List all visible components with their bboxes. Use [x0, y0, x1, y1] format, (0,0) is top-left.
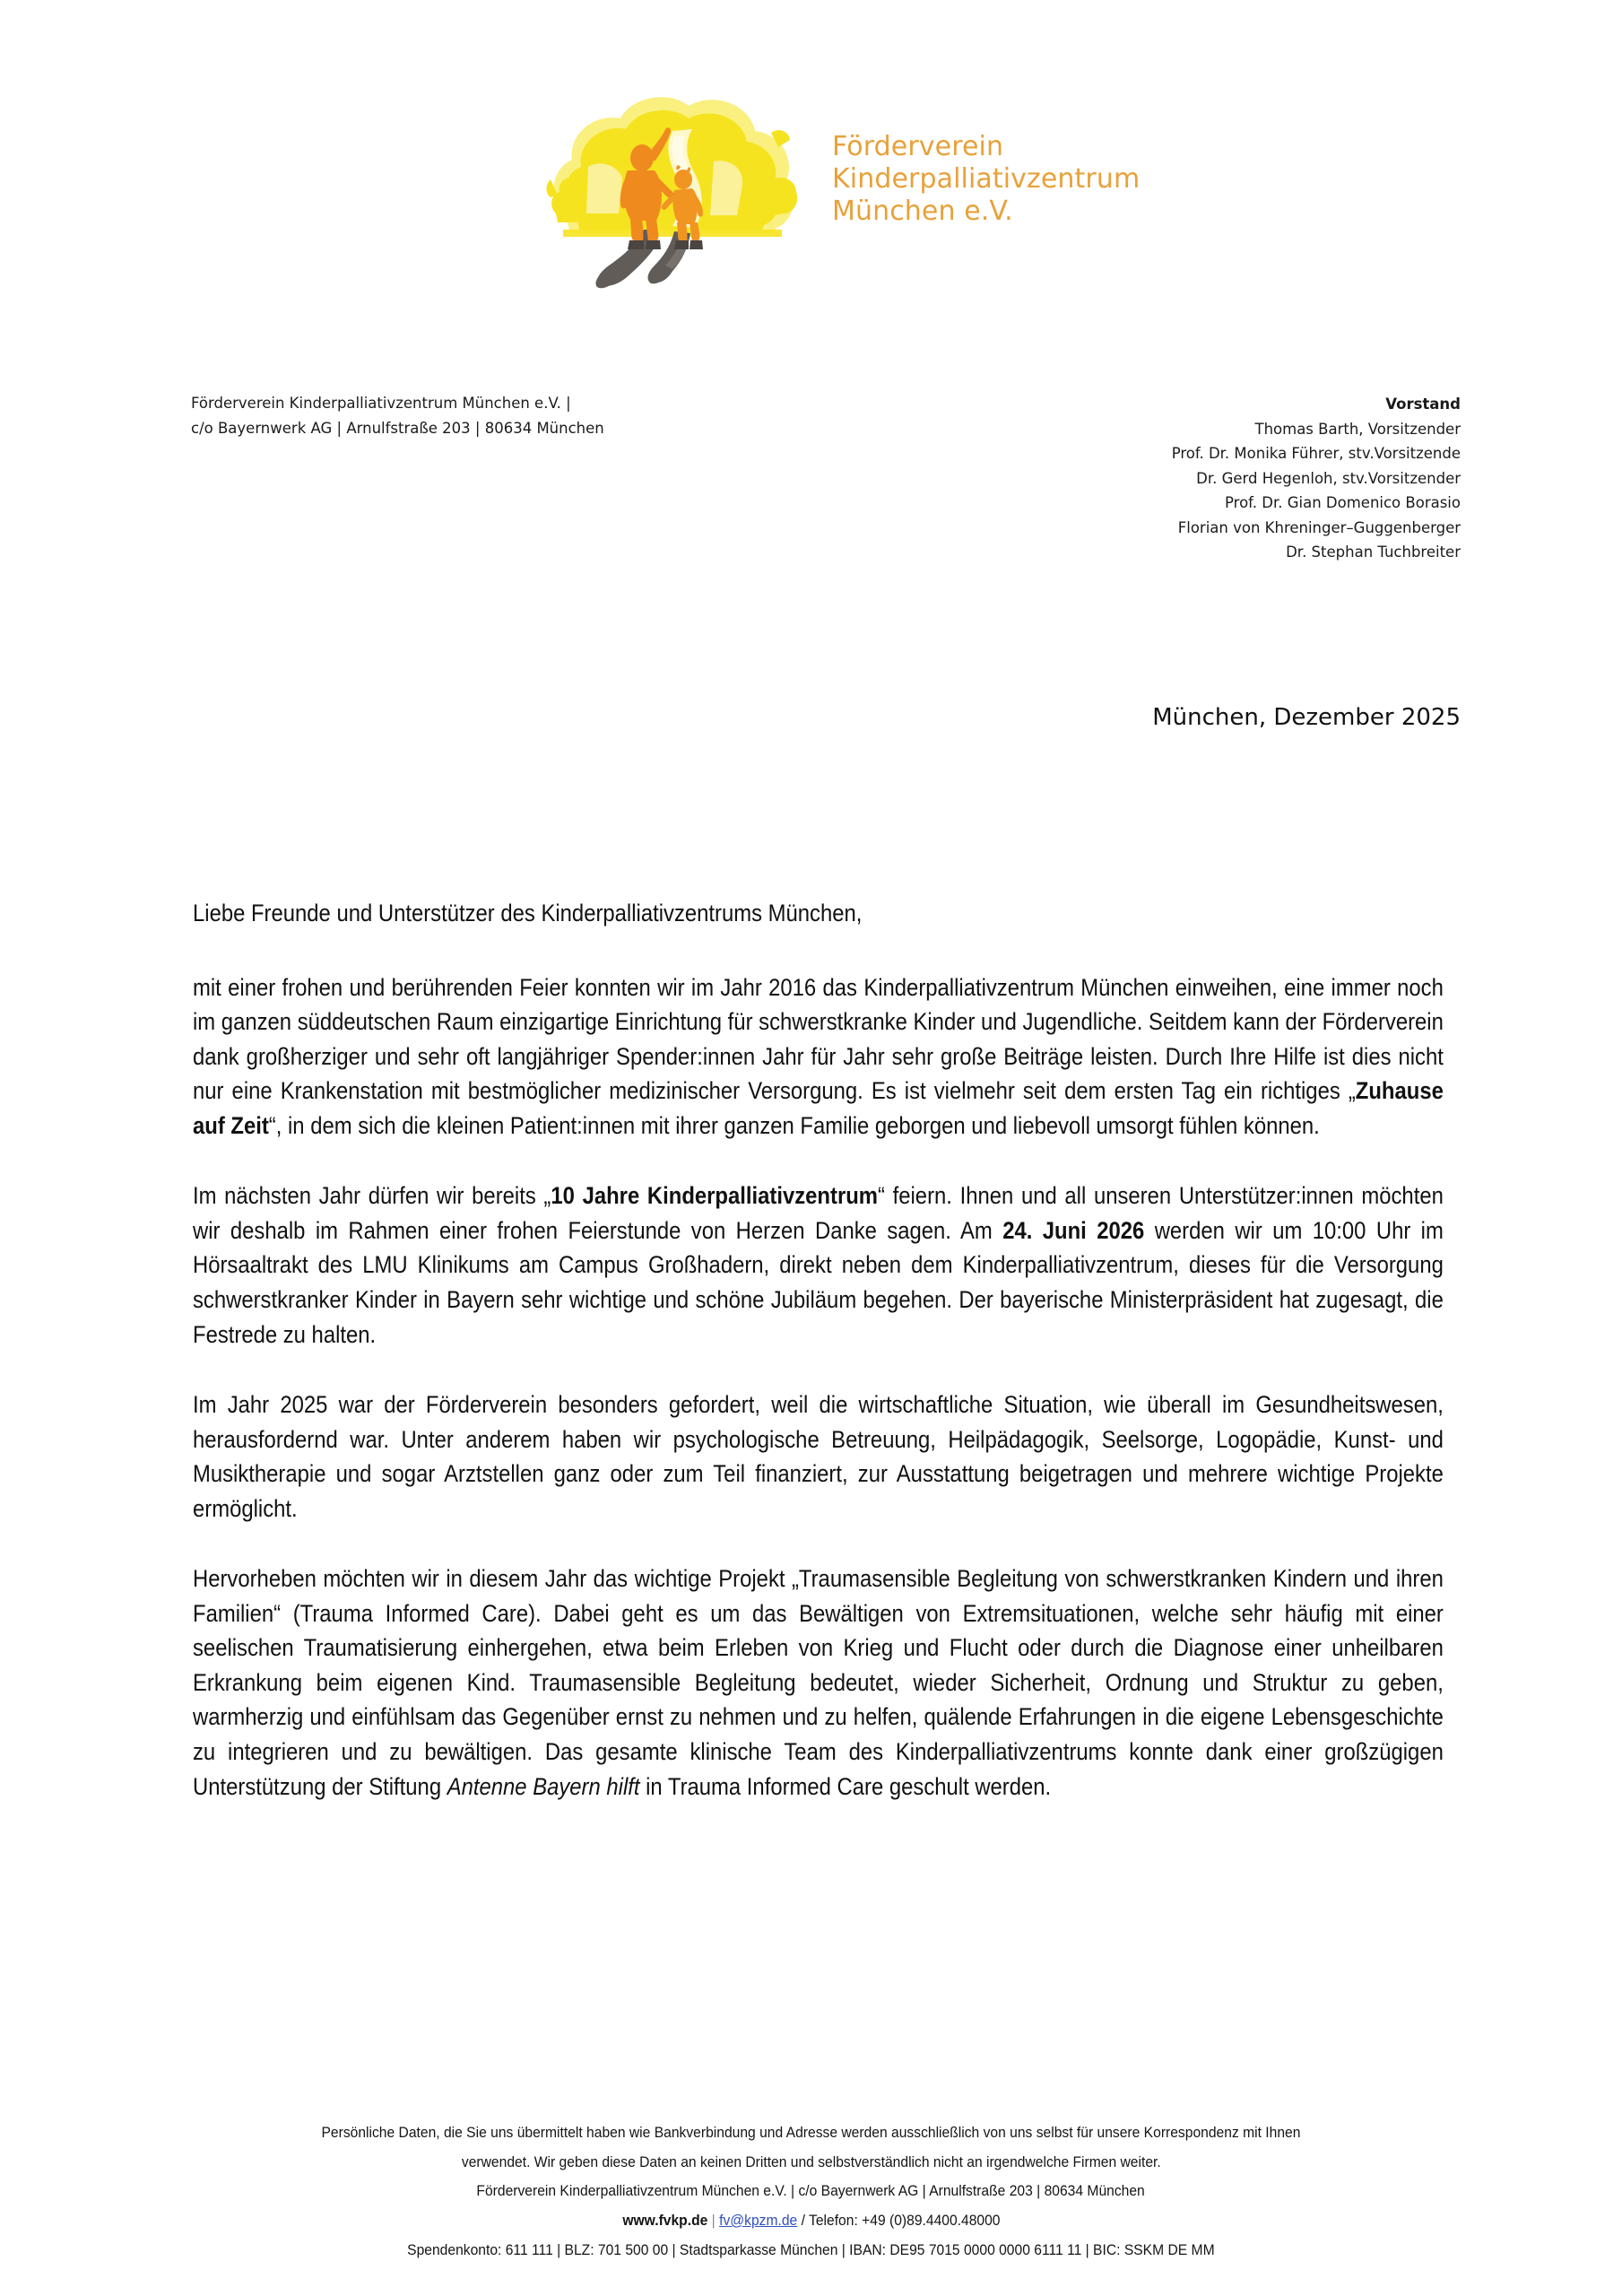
- logo-wordmark-line-3: München e.V.: [832, 196, 1013, 227]
- paragraph-3: Im Jahr 2025 war der Förderverein besonders gefordert, weil die wirtschaftliche Situation, wie überall im Gesundheitswesen, herausfordernd war. Unter anderem haben wir psychologische Betreuung, Heilpädagogik, Seelsorge, Logopädie, Kunst- und Musiktherapie und sogar Arztstellen ganz oder zum Teil finanziert, zur Ausstattung beigetragen und mehrere wichtige Projekte ermöglicht.: [193, 1391, 1444, 1522]
- paragraph-4-foundation-name: Antenne Bayern hilft: [447, 1772, 640, 1800]
- board-member: Prof. Dr. Gian Domenico Borasio: [1225, 494, 1461, 512]
- paragraph-1-text-b: “, in dem sich die kleinen Patient:innen mit ihrer ganzen Familie geborgen und liebevoll umsorgt fühlen können.: [268, 1111, 1320, 1139]
- footer-address-line: Förderverein Kinderpalliativzentrum München e.V. | c/o Bayernwerk AG | Arnulfstraße 203 | 80634 München: [476, 2182, 1146, 2200]
- board-member: Florian von Khreninger–Guggenberger: [1177, 518, 1461, 536]
- paragraph-1-highlight: Zuhause auf Zeit: [193, 1077, 1444, 1139]
- salutation: Liebe Freunde und Unterstützer des Kinderpalliativzentrums München,: [193, 900, 863, 926]
- letter-body: [193, 897, 1444, 1804]
- footer-phone: / Telefon: +49 (0)89.4400.48000: [801, 2211, 1001, 2229]
- footer-privacy-line-2: verwendet. Wir geben diese Daten an keinen Dritten und selbstverständlich nicht an irgendwelche Firmen weiter.: [461, 2152, 1161, 2170]
- paragraph-2-text-a: Im nächsten Jahr dürfen wir bereits „: [193, 1182, 551, 1210]
- sender-address-block: [191, 391, 604, 442]
- paragraph-2-text-b: “ feiern. Ihnen und all unseren Unterstützer:innen möchten wir deshalb im Rahmen einer frohen Feierstunde von Herzen Danke sagen. Am: [193, 1182, 1444, 1244]
- paragraph-2: [193, 1178, 1444, 1352]
- board-title: Vorstand: [1385, 396, 1461, 413]
- footer-bank-line: Spendenkonto: 611 111 | BLZ: 701 500 00 | Stadtsparkasse München | IBAN: DE95 7015 0000 0000 6111 11 | BIC: SSKM DE MM: [407, 2240, 1215, 2258]
- logo-wordmark: [832, 131, 1140, 228]
- paragraph-1-text-a: mit einer frohen und berührenden Feier konnten wir im Jahr 2016 das Kinderpalliativzentrum München einweihen, eine immer noch im ganzen süddeutschen Raum einzigartige Einrichtung für schwerstkranke Kinder und Jugendliche. Seitdem kann der Förderverein dank großherziger und sehr oft langjähriger Spender:innen Jahr für Jahr sehr große Beiträge leisten. Durch Ihre Hilfe ist dies nicht nur eine Krankenstation mit bestmöglicher medizinischer Versorgung. Es ist vielmehr seit dem ersten Tag ein richtiges „: [193, 973, 1444, 1105]
- logo-wordmark-line-1: Förderverein: [832, 131, 1004, 162]
- paragraph-4-text-b: in Trauma Informed Care geschult werden.: [639, 1772, 1052, 1800]
- logo-wordmark-line-2: Kinderpalliativzentrum: [832, 163, 1141, 195]
- page-footer: [0, 2118, 1622, 2265]
- footer-privacy-line-1: Persönliche Daten, die Sie uns übermittelt haben wie Bankverbindung und Adresse werden ausschließlich von uns selbst für unsere Korrespondenz mit Ihnen: [321, 2124, 1301, 2141]
- board-member: Dr. Stephan Tuchbreiter: [1286, 544, 1461, 561]
- paragraph-2-text-c: werden wir um 10:00 Uhr im Hörsaaltrakt des LMU Klinikums am Campus Großhadern, direkt neben dem Kinderpalliativzentrum, dieses für die Versorgung schwerstkranker Kinder in Bayern sehr wichtige und schöne Jubiläum begehen. Der bayerische Ministerpräsident hat zugesagt, die Festrede zu halten.: [193, 1216, 1444, 1348]
- paragraph-1: [193, 970, 1444, 1144]
- dateline: München, Dezember 2025: [1152, 704, 1461, 731]
- board-member: Dr. Gerd Hegenloh, stv.Vorsitzender: [1196, 469, 1461, 487]
- organization-logo: [538, 79, 1141, 294]
- board-member: Prof. Dr. Monika Führer, stv.Vorsitzende: [1171, 445, 1461, 463]
- footer-website[interactable]: www.fvkp.de: [621, 2211, 707, 2229]
- board-member: Thomas Barth, Vorsitzender: [1254, 420, 1461, 438]
- sender-address-line-1: Förderverein Kinderpalliativzentrum München e.V. |: [191, 395, 571, 412]
- paragraph-4: [193, 1561, 1444, 1804]
- paragraph-2-highlight-date: 24. Juni 2026: [1002, 1216, 1145, 1244]
- footer-contact-line: www.fvkp.de | fv@kpzm.de / Telefon: +49 (0)89.4400.48000: [621, 2211, 1001, 2229]
- paragraph-4-text-a: Hervorheben möchten wir in diesem Jahr das wichtige Projekt „Traumasensible Begleitung von schwerstkranken Kindern und ihren Familien“ (Trauma Informed Care). Dabei geht es um das Bewältigen von Extremsituationen, welche sehr häufig mit einer seelischen Traumatisierung einhergehen, etwa beim Erleben von Krieg und Flucht oder durch die Diagnose einer unheilbaren Erkrankung beim eigenen Kind. Traumasensible Begleitung bedeutet, wieder Sicherheit, Ordnung und Struktur zu geben, warmherzig und einfühlsam das Gegenüber ernst zu nehmen und zu helfen, quälende Erfahrungen in die eigene Lebensgeschichte zu integrieren und zu bewältigen. Das gesamte klinische Team des Kinderpalliativzentrums konnte dank einer großzügigen Unterstützung der Stiftung: [193, 1565, 1444, 1800]
- sender-address-line-2: c/o Bayernwerk AG | Arnulfstraße 203 | 80634 München: [191, 420, 604, 438]
- board-members-block: [1172, 392, 1461, 565]
- logo-mark-icon: [538, 79, 807, 294]
- paragraph-2-highlight-anniversary: 10 Jahre Kinderpalliativzentrum: [551, 1182, 879, 1210]
- footer-email-link[interactable]: fv@kpzm.de: [718, 2211, 797, 2229]
